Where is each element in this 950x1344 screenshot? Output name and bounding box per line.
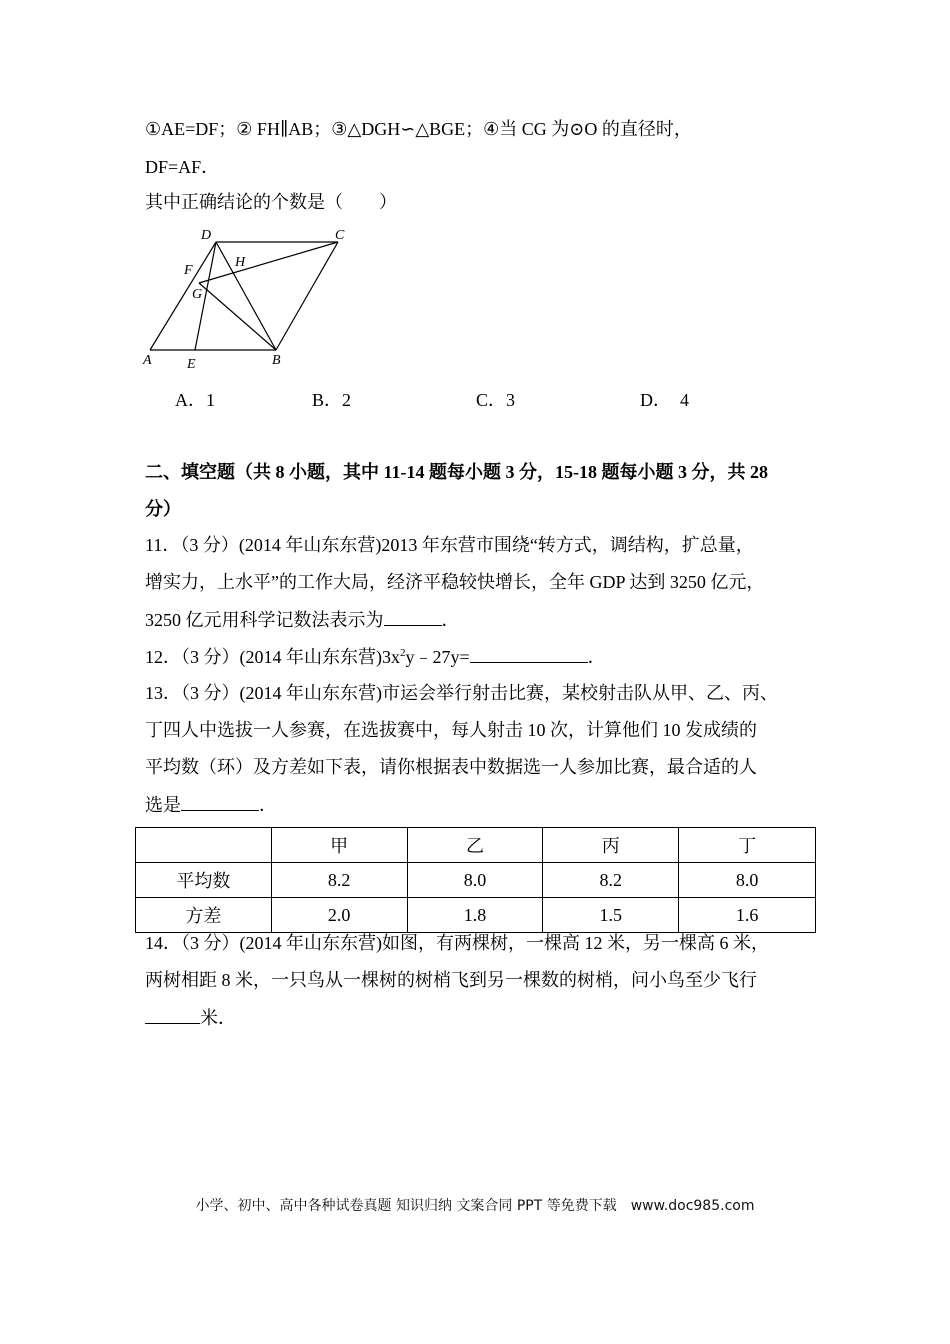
q14-line1: 14．（3 分）(2014 年山东东营)如图，有两棵树，一棵高 12 米，另一棵高 6 米， — [145, 933, 769, 953]
option-c: C．3 — [476, 390, 516, 410]
q11-line3-text: 3250 亿元用科学记数法表示为 — [145, 610, 384, 630]
q13-answer-blank[interactable] — [181, 792, 259, 811]
table-row — [136, 898, 816, 933]
option-a: A．1 — [175, 390, 215, 410]
table-cell: 8.0 — [679, 863, 816, 898]
q13-line1: 13．（3 分）(2014 年山东东营)市运会举行射击比赛，某校射击队从甲、乙、丙、 — [145, 683, 778, 703]
q12-end: ． — [587, 647, 606, 667]
label-b: B — [272, 353, 281, 368]
q12-answer-blank[interactable] — [470, 644, 588, 663]
q13-line4-text: 选是 — [145, 795, 181, 815]
option-d: D． 4 — [640, 390, 689, 410]
section2-title-cont: 分） — [145, 499, 181, 519]
table-cell: 8.2 — [271, 863, 407, 898]
q14-line2: 两树相距 8 米，一只鸟从一棵树的树梢飞到另一棵数的树梢，问小鸟至少飞行 — [145, 970, 757, 990]
footer-text: 小学、初中、高中各种试卷真题 知识归纳 文案合同 PPT 等免费下载 www.doc985.com — [195, 1198, 755, 1214]
segment-db — [216, 242, 276, 350]
table-cell: 1.5 — [543, 898, 679, 933]
q13-line2: 丁四人中选拔一人参赛，在选拔赛中，每人射击 10 次，计算他们 10 发成绩的 — [145, 720, 757, 740]
q13-line3: 平均数（环）及方差如下表，请你根据表中数据选一人参加比赛，最合适的人 — [145, 757, 757, 777]
q10-statements: ①AE=DF；② FH∥AB；③△DGH∽△BGE；④当 CG 为⊙O 的直径时， — [145, 119, 692, 139]
q11-line1: 11．（3 分）(2014 年山东东营)2013 年东营市围绕“转方式，调结构，扩总量， — [145, 535, 754, 555]
table-cell: 丙 — [543, 828, 679, 863]
q11-line3-end: ． — [441, 610, 460, 630]
parallelogram-figure — [135, 222, 355, 382]
table-cell: 方差 — [136, 898, 272, 933]
q14-line3-end: 米． — [200, 1008, 236, 1028]
table-cell: 1.8 — [407, 898, 543, 933]
q12-line — [145, 644, 606, 669]
q11-line3 — [145, 607, 460, 632]
table-header-row — [136, 828, 816, 863]
option-b: B．2 — [312, 390, 352, 410]
table-cell: 8.2 — [543, 863, 679, 898]
table-cell: 乙 — [407, 828, 543, 863]
q10-question: 其中正确结论的个数是（ ） — [145, 192, 397, 212]
label-a: A — [143, 353, 152, 368]
q14-line3 — [145, 1005, 236, 1030]
q13-line4-end: ． — [259, 795, 277, 815]
table-cell: 甲 — [271, 828, 407, 863]
q13-line4 — [145, 792, 277, 817]
shooting-score-table — [135, 827, 816, 933]
table-cell: 2.0 — [271, 898, 407, 933]
label-d: D — [201, 228, 212, 243]
q11-answer-blank[interactable] — [384, 607, 442, 626]
q10-statements-cont: DF=AF． — [145, 157, 220, 177]
q12-exponent: 2 — [400, 647, 406, 659]
table-cell: 8.0 — [407, 863, 543, 898]
label-f: F — [184, 263, 193, 278]
q12-middle: y﹣27y= — [405, 647, 470, 667]
table-cell — [136, 828, 272, 863]
label-c: C — [335, 228, 345, 243]
table-cell: 平均数 — [136, 863, 272, 898]
q12-prefix: 12．（3 分）(2014 年山东东营)3x — [145, 647, 400, 667]
label-h: H — [235, 255, 246, 270]
label-g: G — [192, 287, 203, 302]
edge-cb — [276, 242, 338, 350]
section2-title: 二、填空题（共 8 小题，其中 11-14 题每小题 3 分，15-18 题每小题 3 分，共 28 — [145, 462, 768, 482]
q11-line2: 增实力，上水平”的工作大局，经济平稳较快增长，全年 GDP 达到 3250 亿元， — [145, 572, 765, 592]
table-row — [136, 863, 816, 898]
segment-gb — [199, 283, 276, 350]
q14-answer-blank[interactable] — [145, 1005, 200, 1024]
label-e: E — [187, 357, 196, 372]
table-cell: 1.6 — [679, 898, 816, 933]
table-cell: 丁 — [679, 828, 816, 863]
